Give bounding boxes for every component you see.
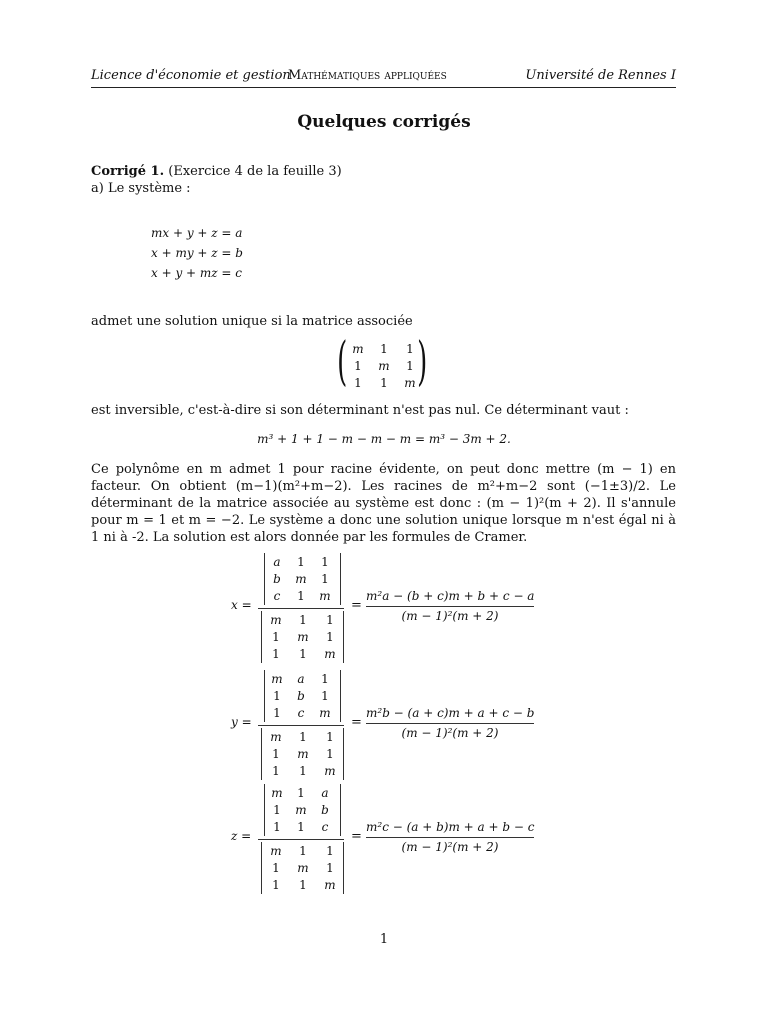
page-number: 1 [379, 932, 389, 947]
matrix-cell: b [273, 572, 281, 586]
matrix-cell: m [352, 342, 364, 356]
determinant-equation: m³ + 1 + 1 − m − m − m = m³ − 3m + 2. [257, 432, 511, 446]
matrix-cell: 1 [326, 730, 334, 744]
matrix-cell: 1 [321, 689, 329, 703]
header-left: Licence d'économie et gestion [91, 68, 291, 83]
result-fraction-bar [366, 837, 534, 838]
matrix-cell: 1 [272, 861, 280, 875]
matrix-cell: 1 [272, 764, 280, 778]
matrix-cell: m [404, 376, 416, 390]
matrix-cell: 1 [326, 747, 334, 761]
matrix-cell: 1 [326, 630, 334, 644]
matrix-cell: c [321, 820, 329, 834]
matrix-cell: 1 [321, 572, 329, 586]
matrix-cell: 1 [297, 820, 305, 834]
header-right: Université de Rennes I [525, 68, 676, 83]
cramer-variable: z = [231, 829, 252, 843]
det-bar-right [343, 728, 344, 780]
matrix-cell: m [319, 706, 331, 720]
system-eq-2: x + my + z = b [151, 246, 243, 260]
matrix-cell: m [297, 630, 309, 644]
matrix-cell: m [297, 747, 309, 761]
section-ref: (Exercice 4 de la feuille 3) [168, 164, 342, 179]
det-bar-left [264, 784, 265, 836]
result-denominator: (m − 1)²(m + 2) [401, 609, 499, 623]
result-numerator: m²c − (a + b)m + a + b − c [366, 820, 535, 834]
matrix-cell: 1 [326, 613, 334, 627]
matrix-cell: c [297, 706, 305, 720]
matrix-cell: 1 [354, 359, 362, 373]
matrix-cell: 1 [299, 764, 307, 778]
matrix-cell: 1 [273, 803, 281, 817]
left-paren: ( [337, 332, 348, 392]
matrix-cell: 1 [297, 786, 305, 800]
det-bar-left [261, 611, 262, 663]
result-numerator: m²b − (a + c)m + a + c − b [366, 706, 535, 720]
section-label: Corrigé 1. [91, 164, 165, 179]
text-matrix-intro: admet une solution unique si la matrice associée [91, 314, 413, 329]
text-determinant-intro: est inversible, c'est-à-dire si son déterminant n'est pas nul. Ce déterminant vaut : [91, 403, 629, 418]
matrix-cell: 1 [406, 342, 414, 356]
matrix-cell: b [297, 689, 305, 703]
matrix-cell: b [321, 803, 329, 817]
result-fraction-bar [366, 723, 534, 724]
matrix-cell: c [273, 589, 281, 603]
equals-sign: = [351, 598, 362, 613]
matrix-cell: m [270, 730, 282, 744]
matrix-cell: 1 [272, 747, 280, 761]
matrix-cell: 1 [272, 630, 280, 644]
matrix-cell: a [321, 786, 329, 800]
det-bar-left [264, 553, 265, 605]
matrix [334, 332, 434, 394]
paragraph-polynomial: Ce polynôme en m admet 1 pour racine évidente, on peut donc mettre (m − 1) en facteur. On obtient (m−1)(m²+m−2). Les racines de m²+m−2 sont (−1±3)/2. Le déterminant de la matrice associée au système est donc : (m − 1)²(m + 2). Il s'annule pour m = 1 et m = −2. Le système a donc une solution unique lorsque m n'est égal ni à 1 ni à -2. La solution est alors donnée par les formules de Cramer. [91, 462, 676, 545]
header-center: Mathématiques appliquées [288, 68, 447, 83]
matrix-cell: m [271, 786, 283, 800]
result-denominator: (m − 1)²(m + 2) [401, 840, 499, 854]
matrix-cell: 1 [297, 555, 305, 569]
det-bar-right [340, 553, 341, 605]
system-eq-3: x + y + mz = c [151, 266, 243, 280]
matrix-cell: 1 [326, 861, 334, 875]
matrix-cell: 1 [299, 613, 307, 627]
matrix-cell: m [270, 844, 282, 858]
det-bar-left [264, 670, 265, 722]
matrix-cell: m [271, 672, 283, 686]
det-bar-left [261, 842, 262, 894]
matrix-cell: 1 [272, 647, 280, 661]
matrix-cell: 1 [273, 706, 281, 720]
equals-sign: = [351, 829, 362, 844]
result-denominator: (m − 1)²(m + 2) [401, 726, 499, 740]
result-numerator: m²a − (b + c)m + b + c − a [366, 589, 535, 603]
matrix-cell: 1 [299, 878, 307, 892]
section-heading [91, 164, 342, 179]
matrix-cell: 1 [406, 359, 414, 373]
det-bar-right [340, 670, 341, 722]
matrix-cell: m [295, 572, 307, 586]
matrix-cell: 1 [297, 589, 305, 603]
header-rule [91, 87, 676, 88]
matrix-cell: m [270, 613, 282, 627]
result-fraction-bar [366, 606, 534, 607]
matrix-cell: m [295, 803, 307, 817]
det-bar-right [343, 842, 344, 894]
fraction-bar [258, 608, 344, 609]
matrix-cell: 1 [299, 844, 307, 858]
det-bar-right [340, 784, 341, 836]
matrix-cell: a [297, 672, 305, 686]
matrix-cell: 1 [321, 555, 329, 569]
cramer-variable: y = [231, 715, 252, 729]
matrix-cell: m [324, 764, 336, 778]
matrix-cell: 1 [299, 647, 307, 661]
matrix-cell: 1 [380, 376, 388, 390]
fraction-bar [258, 725, 344, 726]
matrix-cell: m [324, 878, 336, 892]
matrix-cell: 1 [321, 672, 329, 686]
fraction-bar [258, 839, 344, 840]
system-eq-1: mx + y + z = a [151, 226, 243, 240]
matrix-cell: 1 [380, 342, 388, 356]
matrix-cell: a [273, 555, 281, 569]
matrix-cell: 1 [273, 689, 281, 703]
matrix-cell: 1 [272, 878, 280, 892]
matrix-cell: 1 [326, 844, 334, 858]
det-bar-left [261, 728, 262, 780]
matrix-cell: m [297, 861, 309, 875]
matrix-cell: 1 [299, 730, 307, 744]
matrix-cell: m [324, 647, 336, 661]
right-paren: ) [417, 332, 428, 392]
cramer-variable: x = [231, 598, 252, 612]
matrix-cell: 1 [354, 376, 362, 390]
matrix-cell: m [378, 359, 390, 373]
page-title: Quelques corrigés [297, 112, 471, 132]
matrix-cell: 1 [273, 820, 281, 834]
matrix-cell: m [319, 589, 331, 603]
equals-sign: = [351, 715, 362, 730]
det-bar-right [343, 611, 344, 663]
section-intro: a) Le système : [91, 181, 191, 196]
